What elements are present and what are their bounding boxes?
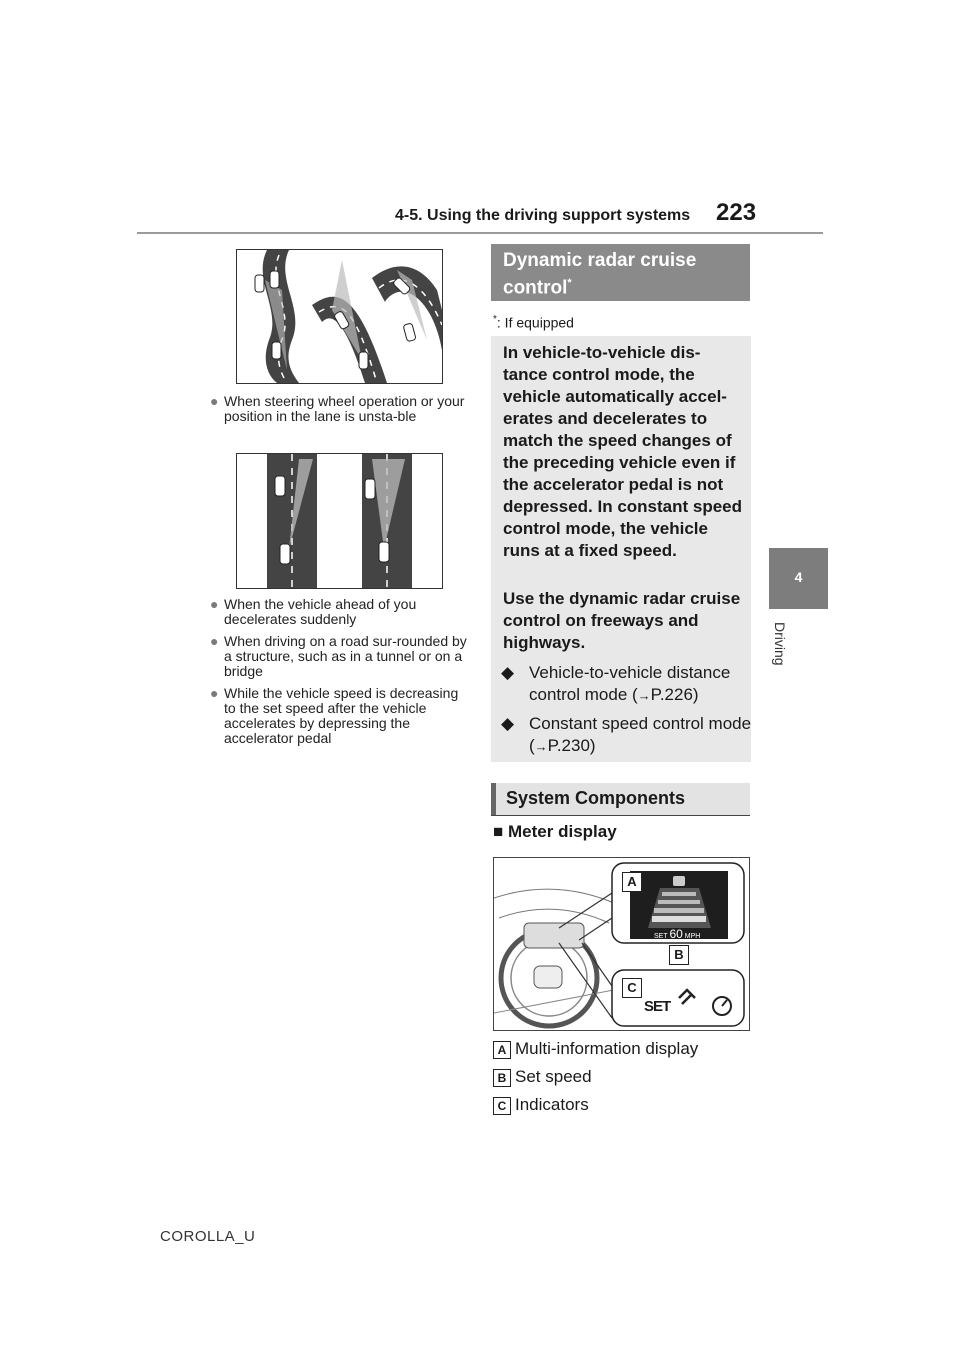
bullet-list-bottom [210, 597, 468, 753]
legend-item-b: B Set speed [493, 1067, 592, 1087]
set-indicator: SET [644, 998, 671, 1015]
figure-curved-roads [236, 249, 443, 384]
bullet-dot-icon: ● [210, 633, 219, 649]
intro-box [491, 336, 751, 762]
page-ref-230[interactable]: P.230 [547, 736, 590, 755]
page-ref-226[interactable]: P.226 [650, 685, 693, 704]
mode-item-constant: ◆ Constant speed control mode (→P.230) [501, 714, 752, 755]
list-item: ● When steering wheel operation or your position in the lane is unsta-ble [210, 393, 465, 424]
list-item: ● When the vehicle ahead of you decelerates suddenly [210, 596, 417, 627]
legend-item-c: C Indicators [493, 1095, 589, 1115]
legend-item-a: A Multi-information display [493, 1039, 698, 1059]
meter-display-title: ■ Meter display [493, 822, 617, 841]
list-item: ● While the vehicle speed is decreasing to the set speed after the vehicle accelerates by depressing the accelerator pedal [210, 685, 459, 746]
meter-diagram [493, 857, 750, 1031]
footnote: *: If equipped [493, 314, 574, 331]
chapter-label: Driving [772, 622, 788, 666]
arrow-icon: → [637, 688, 651, 703]
curved-roads-illustration [237, 250, 442, 383]
legend-key-c: C [493, 1097, 511, 1115]
callout-c: C [622, 978, 642, 998]
bullet-dot-icon: ● [210, 596, 219, 612]
mode-item-distance: ◆ Vehicle-to-vehicle distance control mode (→P.226) [501, 663, 731, 704]
section-heading: Dynamic radar cruise control* [491, 244, 750, 301]
set-speed-readout: SET 60 MPH [654, 927, 701, 941]
system-components-rule [491, 815, 750, 816]
usage-paragraph: Use the dynamic radar cruise control on freeways and highways. [503, 589, 741, 652]
square-bullet-icon: ■ [493, 822, 504, 841]
callout-a: A [622, 872, 642, 892]
callout-b: B [669, 945, 689, 965]
legend-key-a: A [493, 1041, 511, 1059]
intro-paragraph: In vehicle-to-vehicle dis-tance control mode, the vehicle automatically accel-erates and decelerates to match the speed changes of the preceding vehicle even if the accelerator pedal is not depressed. In constant speed control mode, the vehicle runs at a fixed speed. [503, 343, 743, 560]
diamond-bullet-icon: ◆ [501, 663, 515, 682]
header-section-title: 4-5. Using the driving support systems [395, 207, 691, 224]
bullet-list-top [210, 394, 468, 431]
page-number: 223 [716, 199, 757, 226]
footer-model: COROLLA_U [160, 1228, 256, 1245]
bullet-dot-icon: ● [210, 685, 219, 701]
chapter-tab[interactable]: 4 [769, 548, 828, 609]
list-item: ● When driving on a road sur-rounded by a structure, such as in a tunnel or on a bridge [210, 633, 467, 679]
system-components-heading: System Components [491, 783, 750, 815]
legend-key-b: B [493, 1069, 511, 1087]
header-divider [137, 232, 823, 234]
figure-straight-roads [236, 453, 443, 589]
straight-roads-illustration [237, 454, 442, 588]
bullet-dot-icon: ● [210, 393, 219, 409]
diamond-bullet-icon: ◆ [501, 714, 515, 733]
arrow-icon: → [534, 739, 548, 754]
